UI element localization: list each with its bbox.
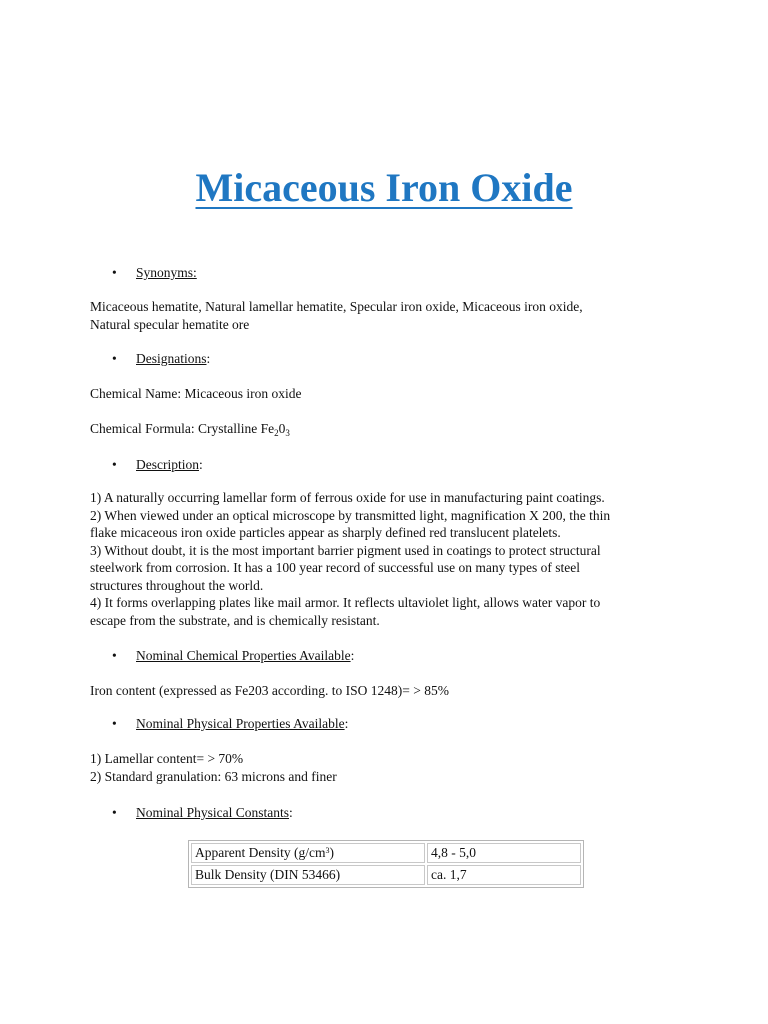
chemical-name: Chemical Name: Micaceous iron oxide [90,386,302,401]
table-cell-property [191,843,425,863]
description-line: 1) A naturally occurring lamellar form of ferrous oxide for use in manufacturing paint coatings. [90,490,605,505]
formula-prefix: Chemical Formula: Crystalline Fe [90,421,275,436]
description-line: structures throughout the world. [90,577,264,593]
description-line: 4) It forms overlapping plates like mail armor. It reflects ultaviolet light, allows water vapor to [90,595,601,610]
physical-property-line: 1) Lamellar content= > 70% [90,751,244,766]
description-text [90,489,690,629]
formula-subscript: 3 [285,428,290,438]
page-title-text: Micaceous Iron Oxide [195,165,573,210]
table-cell-value: 4,8 - 5,0 [427,843,581,863]
section-physical-properties-heading [112,715,348,733]
table-row [191,843,581,863]
synonyms-line: Micaceous hematite, Natural lamellar hematite, Specular iron oxide, Micaceous iron oxide, [90,299,583,314]
physical-constants-table [188,840,584,888]
property-suffix: ) [329,845,334,860]
formula-subscript: 2 [274,428,279,438]
section-designations-heading [112,350,210,368]
physical-properties-colon: : [344,716,349,731]
designations-colon: : [206,351,211,366]
synonyms-label: Synonyms: [136,265,197,280]
bullet-icon: • [112,351,117,366]
designations-label: Designations [136,351,207,366]
table-row [191,865,581,885]
description-line: steelwork from corrosion. It has a 100 year record of successful use on many types of steel [90,560,580,575]
page-title [0,160,768,216]
bullet-icon: • [112,265,117,280]
physical-property-line: 2) Standard granulation: 63 microns and finer [90,768,337,784]
section-chemical-properties-heading [112,647,354,665]
property-name: Bulk Density (DIN 53466) [195,867,341,882]
physical-constants-label: Nominal Physical Constants [136,805,289,820]
physical-constants-colon: : [289,805,293,820]
bullet-icon: • [112,716,117,731]
synonyms-text [90,298,690,333]
chemical-properties-colon: : [350,648,355,663]
section-synonyms-heading [112,264,197,282]
physical-properties-label: Nominal Physical Properties Available [136,716,345,731]
bullet-icon: • [112,805,117,820]
iron-content-text: Iron content (expressed as Fe203 according. to ISO 1248)= > 85% [90,683,450,698]
description-label: Description [136,457,199,472]
description-colon: : [199,457,203,472]
synonyms-line: Natural specular hematite ore [90,316,250,332]
bullet-icon: • [112,648,117,663]
property-name: Apparent Density (g/cm [195,845,326,860]
chemical-formula [90,420,690,438]
table-cell-property [191,865,425,885]
section-physical-constants-heading [112,804,293,822]
description-line: 2) When viewed under an optical microscope by transmitted light, magnification X 200, the thin [90,507,611,523]
section-description-heading [112,456,203,474]
formula-mid: 0 [278,421,286,436]
chemical-properties-label: Nominal Chemical Properties Available [136,648,351,663]
description-line: 3) Without doubt, it is the most important barrier pigment used in coatings to protect structural [90,542,601,558]
description-line: flake micaceous iron oxide particles appear as sharply defined red translucent platelets. [90,525,561,540]
physical-properties-text [90,750,690,785]
property-superscript: 3 [325,846,330,855]
table-cell-value: ca. 1,7 [427,865,581,885]
bullet-icon: • [112,457,117,472]
description-line: escape from the substrate, and is chemically resistant. [90,612,380,628]
